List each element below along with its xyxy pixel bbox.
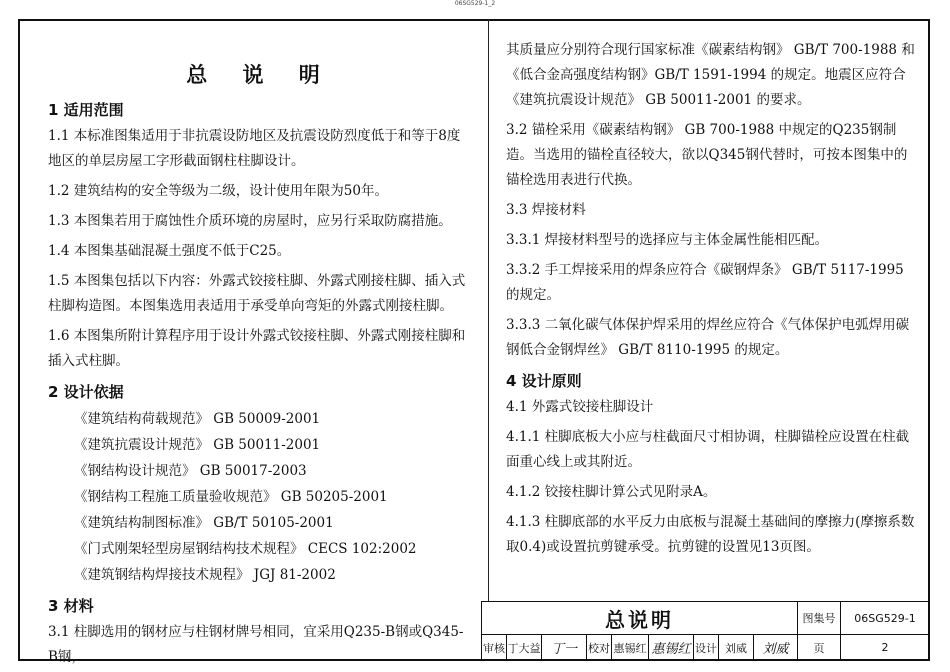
title-block-title: 总说明 bbox=[482, 602, 798, 635]
paragraph-4-1-3: 4.1.3 柱脚底部的水平反力由底板与混凝土基础间的摩擦力(摩擦系数取0.4)或设置抗剪键承受。抗剪键的设置见13页图。 bbox=[506, 514, 915, 555]
reference-item: 《钢结构工程施工质量验收规范》 GB 50205-2001 bbox=[74, 489, 388, 505]
paragraph-1-3: 1.3 本图集若用于腐蚀性介质环境的房屋时，应另行采取防腐措施。 bbox=[48, 213, 452, 229]
reviewer-name: 丁大益 bbox=[507, 635, 542, 661]
reference-item: 《钢结构设计规范》 GB 50017-2003 bbox=[74, 463, 307, 479]
reference-item: 《建筑抗震设计规范》 GB 50011-2001 bbox=[74, 437, 321, 453]
section-heading-principles: 4 设计原则 bbox=[506, 372, 582, 390]
section-heading-basis: 2 设计依据 bbox=[48, 383, 124, 401]
paragraph-4-1-1: 4.1.1 柱脚底板大小应与柱截面尺寸相协调，柱脚锚栓应设置在柱截面重心线上或其附近。 bbox=[506, 429, 910, 470]
paragraph-1-1: 1.1 本标准图集适用于非抗震设防地区及抗震设防烈度低于和等于8度地区的单层房屋工字形截面钢柱柱脚设计。 bbox=[48, 128, 461, 169]
file-identifier: 06SG529-1_2 bbox=[454, 0, 496, 7]
paragraph-1-4: 1.4 本图集基础混凝土强度不低于C25。 bbox=[48, 243, 291, 259]
paragraph-3-2: 3.2 锚栓采用《碳素结构钢》 GB 700-1988 中规定的Q235钢制造。当选用的锚栓直径较大，欲以Q345钢代替时，可按本图集中的锚栓选用表进行代换。 bbox=[506, 122, 908, 188]
paragraph-3-3-1: 3.3.1 焊接材料型号的选择应与主体金属性能相匹配。 bbox=[506, 232, 829, 248]
section-heading-materials: 3 材料 bbox=[48, 597, 94, 615]
atlas-number: 06SG529-1 bbox=[841, 602, 930, 635]
reference-item: 《建筑结构制图标准》 GB/T 50105-2001 bbox=[74, 515, 334, 531]
section-heading-scope: 1 适用范围 bbox=[48, 101, 124, 119]
designer-signature: 刘威 bbox=[754, 635, 798, 661]
check-label: 校对 bbox=[587, 635, 612, 661]
page-title: 总 说 明 bbox=[186, 63, 334, 87]
column-divider bbox=[488, 19, 489, 601]
design-label: 设计 bbox=[694, 635, 719, 661]
reference-item: 《建筑钢结构焊接技术规程》 JGJ 81-2002 bbox=[74, 567, 336, 583]
reference-item: 《门式刚架轻型房屋钢结构技术规程》 CECS 102:2002 bbox=[74, 541, 417, 557]
checker-signature: 惠锡红 bbox=[649, 635, 694, 661]
designer-name: 刘威 bbox=[719, 635, 754, 661]
paragraph-3-3: 3.3 焊接材料 bbox=[506, 202, 586, 218]
atlas-number-label: 图集号 bbox=[798, 602, 841, 635]
paragraph-3-3-3: 3.3.3 二氧化碳气体保护焊采用的焊丝应符合《气体保护电弧焊用碳钢低合金钢焊丝》 GB/T 8110-1995 的规定。 bbox=[506, 317, 910, 358]
checker-name: 惠锡红 bbox=[612, 635, 649, 661]
paragraph-1-5: 1.5 本图集包括以下内容：外露式铰接柱脚、外露式刚接柱脚、插入式柱脚构造图。本图集选用表适用于承受单向弯矩的外露式刚接柱脚。 bbox=[48, 273, 466, 314]
paragraph-4-1: 4.1 外露式铰接柱脚设计 bbox=[506, 399, 654, 415]
page-label: 页 bbox=[798, 635, 841, 661]
reference-item: 《建筑结构荷载规范》 GB 50009-2001 bbox=[74, 411, 321, 427]
paragraph-4-1-2: 4.1.2 铰接柱脚计算公式见附录A。 bbox=[506, 484, 717, 500]
paragraph-3-1-continued: 其质量应分别符合现行国家标准《碳素结构钢》 GB/T 700-1988 和《低合金高强度结构钢》GB/T 1591-1994 的规定。地震区应符合《建筑抗震设计规范》 GB 50011-2001 的要求。 bbox=[506, 42, 915, 108]
paragraph-3-1: 3.1 柱脚选用的钢材应与柱钢材牌号相同，宜采用Q235-B钢或Q345-B钢， bbox=[48, 624, 464, 665]
paragraph-1-2: 1.2 建筑结构的安全等级为二级，设计使用年限为50年。 bbox=[48, 183, 388, 199]
reviewer-signature: 丁一 bbox=[542, 635, 587, 661]
left-column bbox=[48, 58, 472, 670]
page-number: 2 bbox=[841, 635, 930, 661]
title-block bbox=[481, 601, 930, 661]
paragraph-1-6: 1.6 本图集所附计算程序用于设计外露式铰接柱脚、外露式刚接柱脚和插入式柱脚。 bbox=[48, 328, 466, 369]
right-column bbox=[506, 38, 916, 560]
review-label: 审核 bbox=[482, 635, 507, 661]
paragraph-3-3-2: 3.3.2 手工焊接采用的焊条应符合《碳钢焊条》 GB/T 5117-1995 的规定。 bbox=[506, 262, 904, 303]
